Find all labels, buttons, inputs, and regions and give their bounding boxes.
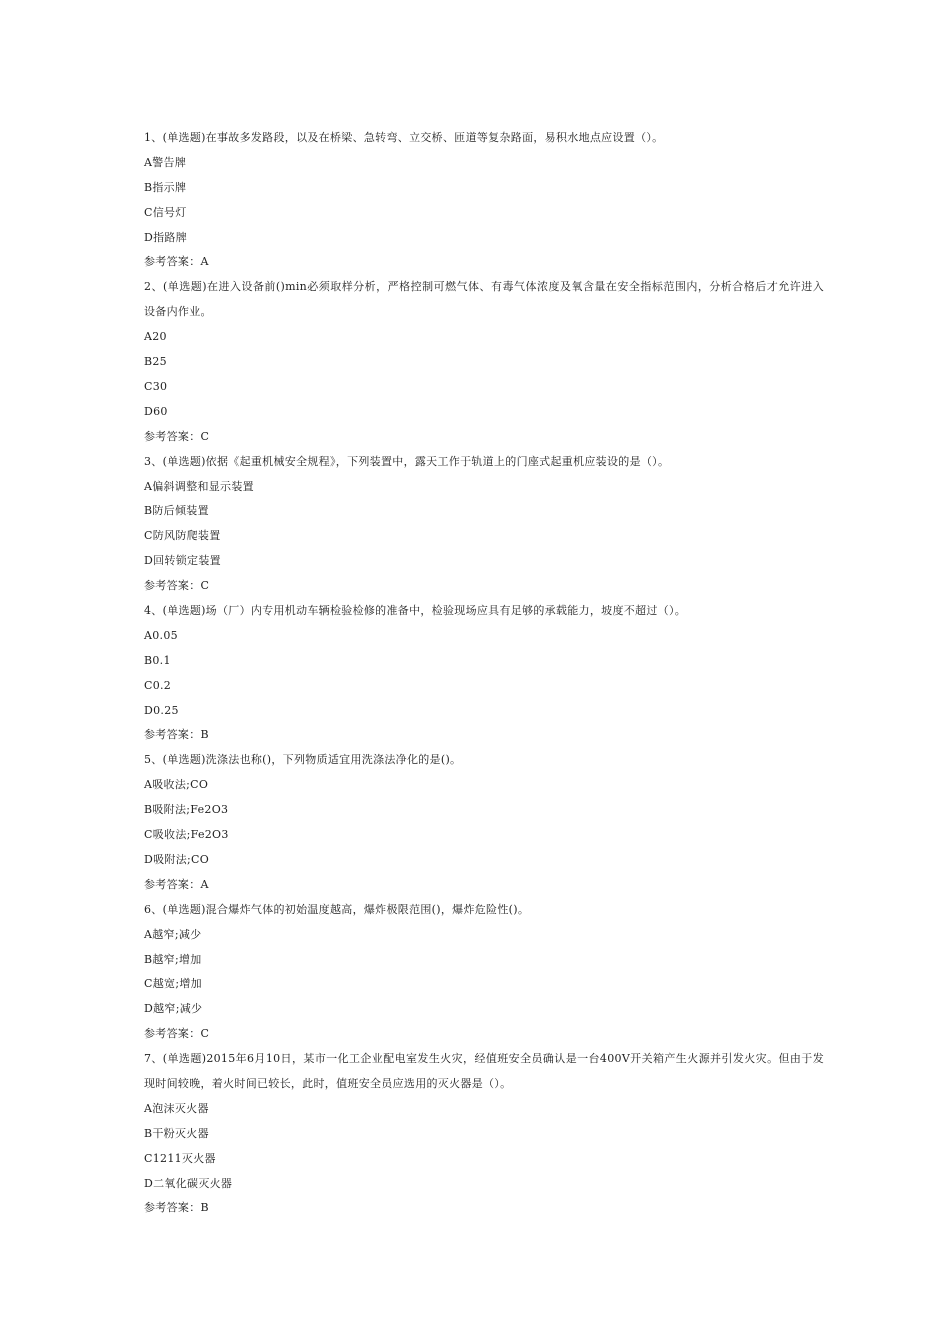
option-c: C吸收法;Fe2O3 [144, 828, 229, 842]
option-b: B干粉灭火器 [144, 1126, 209, 1140]
option-b: B吸附法;Fe2O3 [144, 803, 229, 817]
question-stem: 7、(单选题)2015年6月10日，某市一化工企业配电室发生火灾，经值班安全员确认是一台400V开关箱产生火源并引发火灾。但由于发现时间较晚，着火时间已较长，此时，值班安全员应选用的灭火器是（）。 [144, 1052, 824, 1090]
question-stem: 1、(单选题)在事故多发路段，以及在桥梁、急转弯、立交桥、匝道等复杂路面，易积水地点应设置（）。 [144, 131, 664, 144]
option-a: A泡沫灭火器 [144, 1101, 209, 1115]
question-stem: 6、(单选题)混合爆炸气体的初始温度越高，爆炸极限范围()，爆炸危险性()。 [144, 902, 530, 916]
question-6 [144, 898, 824, 1047]
question-5 [144, 748, 824, 897]
option-d: D0.25 [144, 703, 179, 717]
question-stem: 5、(单选题)洗涤法也称()，下列物质适宜用洗涤法净化的是()。 [144, 753, 462, 767]
option-c: C30 [144, 379, 168, 393]
option-c: C0.2 [144, 678, 172, 692]
question-stem: 3、(单选题)依据《起重机械安全规程》，下列装置中，露天工作于轨道上的门座式起重机应装设的是（）。 [144, 454, 670, 468]
option-b: B防后倾装置 [144, 504, 209, 518]
option-a: A20 [144, 330, 167, 344]
option-b: B指示牌 [144, 180, 187, 194]
option-d: D二氧化碳灭火器 [144, 1176, 233, 1190]
option-d: D越窄;减少 [144, 1002, 203, 1016]
option-a: A偏斜调整和显示装置 [144, 479, 254, 493]
question-7 [144, 1047, 824, 1221]
option-c: C1211灭火器 [144, 1151, 216, 1165]
option-a: A吸收法;CO [144, 778, 209, 792]
option-d: D指路牌 [144, 230, 188, 244]
option-c: C防风防爬装置 [144, 529, 221, 543]
option-a: A0.05 [144, 628, 178, 642]
option-d: D60 [144, 404, 168, 418]
question-4 [144, 599, 824, 748]
answer: 参考答案：A [144, 877, 209, 891]
answer: 参考答案：B [144, 1201, 209, 1215]
option-b: B0.1 [144, 653, 171, 667]
question-1 [144, 126, 824, 275]
option-a: A越窄;减少 [144, 927, 202, 941]
answer: 参考答案：B [144, 728, 209, 742]
option-d: D回转锁定装置 [144, 554, 221, 568]
question-3 [144, 450, 824, 599]
question-list [144, 126, 824, 1221]
option-b: B25 [144, 355, 167, 369]
option-c: C越宽;增加 [144, 977, 202, 991]
option-b: B越窄;增加 [144, 952, 202, 966]
answer: 参考答案：C [144, 429, 210, 443]
answer: 参考答案：C [144, 579, 210, 593]
answer: 参考答案：C [144, 1027, 210, 1041]
question-2 [144, 275, 824, 449]
option-d: D吸附法;CO [144, 852, 210, 866]
answer: 参考答案：A [144, 255, 209, 269]
option-c: C信号灯 [144, 205, 187, 219]
question-stem: 2、(单选题)在进入设备前()min必须取样分析，严格控制可燃气体、有毒气体浓度及氧含量在安全指标范围内，分析合格后才允许进入设备内作业。 [144, 280, 824, 319]
question-stem: 4、(单选题)场（厂）内专用机动车辆检验检修的准备中，检验现场应具有足够的承载能力，坡度不超过（）。 [144, 603, 687, 617]
option-a: A警告牌 [144, 155, 187, 169]
